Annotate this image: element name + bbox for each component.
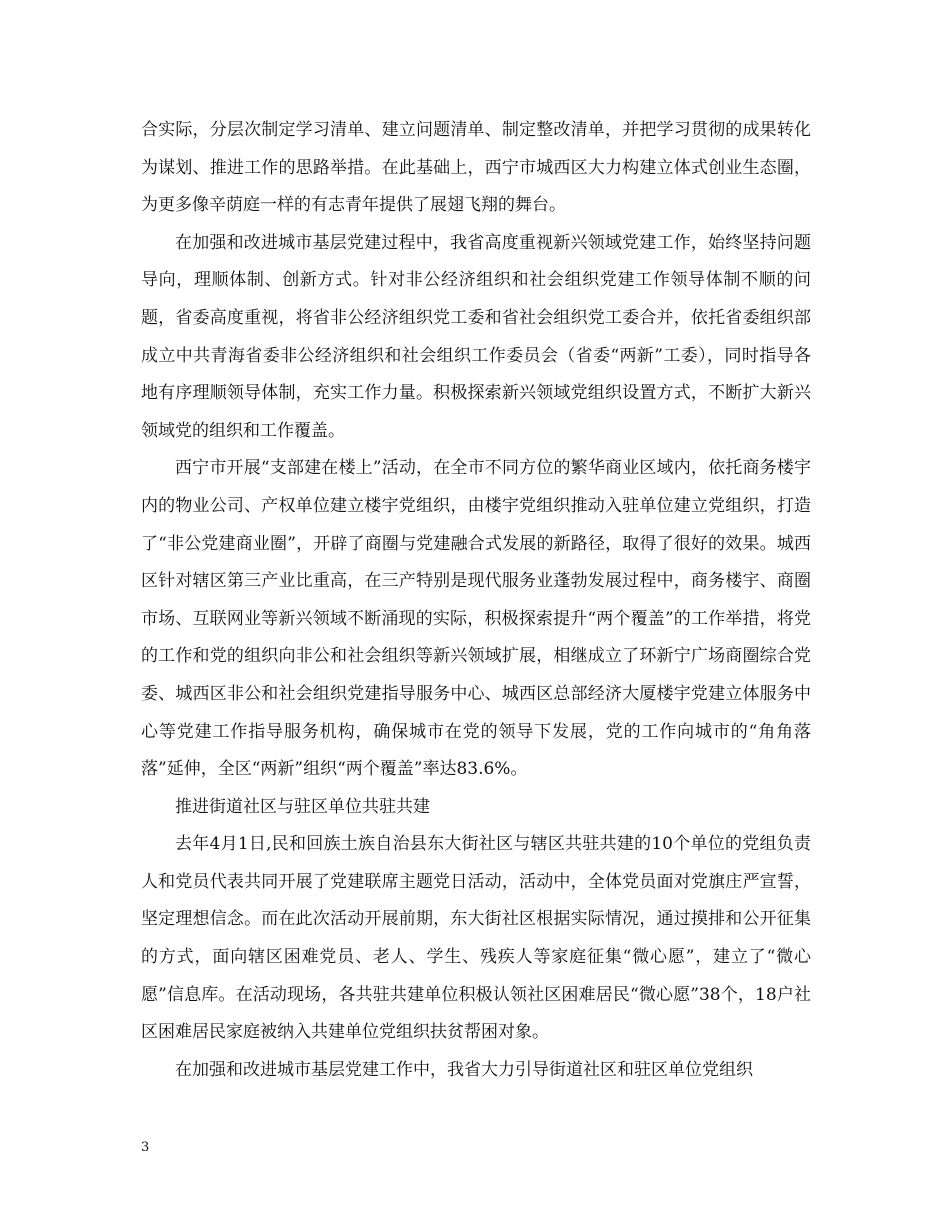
paragraph-5: 在加强和改进城市基层党建工作中，我省大力引导街道社区和驻区单位党组织 <box>175 1059 753 1080</box>
paragraph-1: 合实际，分层次制定学习清单、建立问题清单、制定整改清单，并把学习贯彻的成果转化为谋划、推进工作的思路举措。在此基础上，西宁市城西区大力构建立体式创业生态圈，为更多像辛荫庭一样的有志青年提供了展翅飞翔的舞台。 <box>141 120 811 216</box>
paragraph-2: 在加强和改进城市基层党建过程中，我省高度重视新兴领域党建工作，始终坚持问题导向，理顺体制、创新方式。针对非公经济组织和社会组织党建工作领导体制不顺的问题，省委高度重视，将省非公经济组织党工委和省社会组织党工委合并，依托省委组织部成立中共青海省委非公经济组织和社会组织工作委员会（省委“两新”工委），同时指导各地有序理顺领导体制，充实工作力量。积极探索新兴领域党组织设置方式，不断扩大新兴领域党的组织和工作覆盖。 <box>141 232 811 441</box>
paragraph-3: 西宁市开展“支部建在楼上”活动，在全市不同方位的繁华商业区域内，依托商务楼宇内的物业公司、产权单位建立楼宇党组织，由楼宇党组织推动入驻单位建立党组织，打造了“非公党建商业圈”，开辟了商圈与党建融合式发展的新路径，取得了很好的效果。城西区针对辖区第三产业比重高，在三产特别是现代服务业蓬勃发展过程中，商务楼宇、商圈市场、互联网业等新兴领域不断涌现的实际，积极探索提升“两个覆盖”的工作举措，将党的工作和党的组织向非公和社会组织等新兴领域扩展，相继成立了环新宁广场商圈综合党委、城西区非公和社会组织党建指导服务中心、城西区总部经济大厦楼宇党建立体服务中心等党建工作指导服务机构，确保城市在党的领导下发展，党的工作向城市的“角角落落”延伸，全区“两新”组织“两个覆盖”率达83.6%。 <box>141 458 811 780</box>
document-body <box>141 112 811 1089</box>
page-number: 3 <box>141 1140 150 1155</box>
section-heading: 推进街道社区与驻区单位共驻共建 <box>175 796 430 817</box>
paragraph-4: 去年4月1日,民和回族土族自治县东大街社区与辖区共驻共建的10个单位的党组负责人和党员代表共同开展了党建联席主题党日活动，活动中，全体党员面对党旗庄严宣誓，坚定理想信念。而在此次活动开展前期，东大街社区根据实际情况，通过摸排和公开征集的方式，面向辖区困难党员、老人、学生、残疾人等家庭征集“微心愿”，建立了“微心愿”信息库。在活动现场，各共驻共建单位积极认领社区困难居民“微心愿”38个，18户社区困难居民家庭被纳入共建单位党组织扶贫帮困对象。 <box>141 834 811 1043</box>
